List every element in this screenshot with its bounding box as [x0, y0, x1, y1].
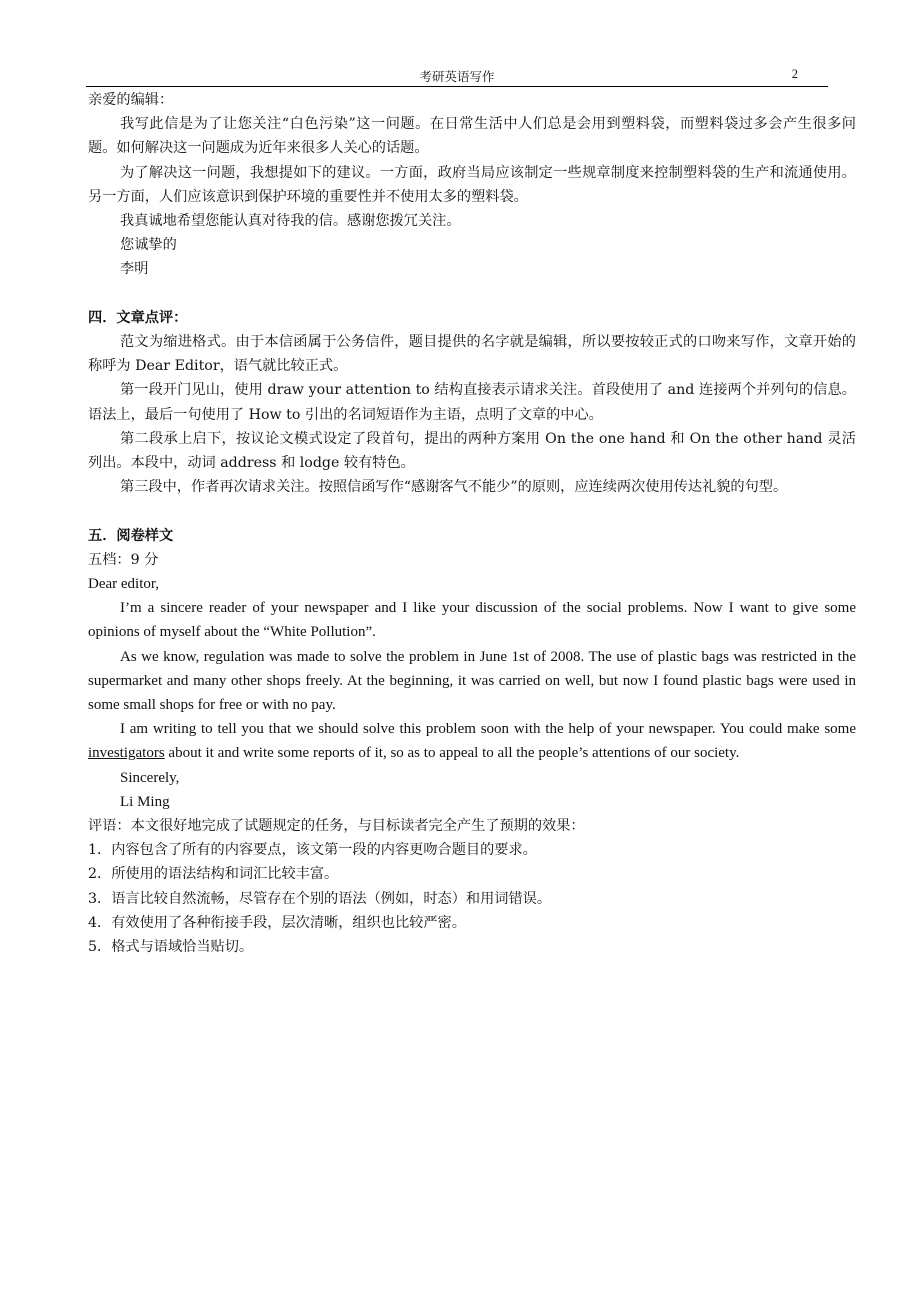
underlined-word: investigators	[88, 745, 165, 762]
commentary-paragraph-2: 第一段开门见山，使用 draw your attention to 结构直接表示请求关注。首段使用了 and 连接两个并列句的信息。语法上，最后一句使用了 How to 引出的名词短语作为主语，点明了文章的中心。	[88, 382, 856, 423]
sample-paragraph-1: I’m a sincere reader of your newspaper and I like your discussion of the social problems. Now I want to give some opinions of myself about the “White Pollution”.	[88, 600, 856, 641]
comment-item-4: 4．有效使用了各种衔接手段，层次清晰，组织也比较严密。	[88, 914, 466, 931]
section-5-heading: 五．阅卷样文	[88, 527, 174, 544]
sample-paragraph-3-end: about it and write some reports of it, so as to appeal to all the people’s attentions of our society.	[164, 745, 740, 762]
sample-salutation: Dear editor,	[88, 576, 160, 593]
comment-item-2: 2．所使用的语法结构和词汇比较丰富。	[88, 866, 339, 883]
section-4-heading: 四．文章点评：	[88, 309, 188, 326]
letter-closing: 您诚挚的	[120, 237, 177, 254]
commentary-paragraph-1: 范文为缩进格式。由于本信函属于公务信件，题目提供的名字就是编辑，所以要按较正式的口吻来写作，文章开始的称呼为 Dear Editor，语气就比较正式。	[88, 334, 856, 375]
document-body	[88, 88, 856, 959]
letter-paragraph-2: 为了解决这一问题，我想提如下的建议。一方面，政府当局应该制定一些规章制度来控制塑料袋的生产和流通使用。另一方面，人们应该意识到保护环境的重要性并不使用太多的塑料袋。	[88, 164, 856, 205]
letter-signature: 李明	[120, 261, 149, 278]
header-title: 考研英语写作	[419, 69, 495, 84]
commentary-paragraph-3: 第二段承上启下，按议论文模式设定了段首句，提出的两种方案用 On the one hand 和 On the other hand 灵活列出。本段中，动词 address 和 lodge 较有特色。	[88, 430, 856, 472]
comment-item-3: 3．语言比较自然流畅，尽管存在个别的语法（例如，时态）和用词错误。	[88, 890, 552, 907]
sample-closing: Sincerely,	[120, 769, 180, 786]
page-header	[86, 64, 828, 87]
comment-item-5: 5．格式与语域恰当贴切。	[88, 939, 254, 956]
letter-paragraph-1: 我写此信是为了让您关注“白色污染”这一问题。在日常生活中人们总是会用到塑料袋，而塑料袋过多会产生很多问题。如何解决这一问题成为近年来很多人关心的话题。	[88, 116, 856, 157]
sample-signature: Li Ming	[120, 793, 170, 810]
letter-paragraph-3: 我真诚地希望您能认真对待我的信。感谢您拨冗关注。	[120, 213, 461, 230]
sample-paragraph-3	[88, 717, 856, 765]
letter-salutation: 亲爱的编辑：	[88, 92, 174, 108]
sample-grade: 五档：9 分	[88, 551, 159, 568]
commentary-paragraph-4: 第三段中，作者再次请求关注。按照信函写作“感谢客气不能少”的原则，应连续两次使用传达礼貌的句型。	[120, 479, 788, 496]
sample-paragraph-3-start: I am writing to tell you that we should solve this problem soon with the help of your newspaper. You could make some	[120, 721, 856, 738]
comment-intro: 评语：本文很好地完成了试题规定的任务，与目标读者完全产生了预期的效果：	[88, 818, 585, 835]
comment-item-1: 1．内容包含了所有的内容要点，该文第一段的内容更吻合题目的要求。	[88, 842, 537, 859]
sample-paragraph-2: As we know, regulation was made to solve the problem in June 1st of 2008. The use of plastic bags was restricted in the supermarket and many other shops freely. At the beginning, it was carried on well, but now I found plastic bags were used in some small shops for free or with no pay.	[88, 648, 856, 714]
page-number: 2	[791, 67, 798, 81]
